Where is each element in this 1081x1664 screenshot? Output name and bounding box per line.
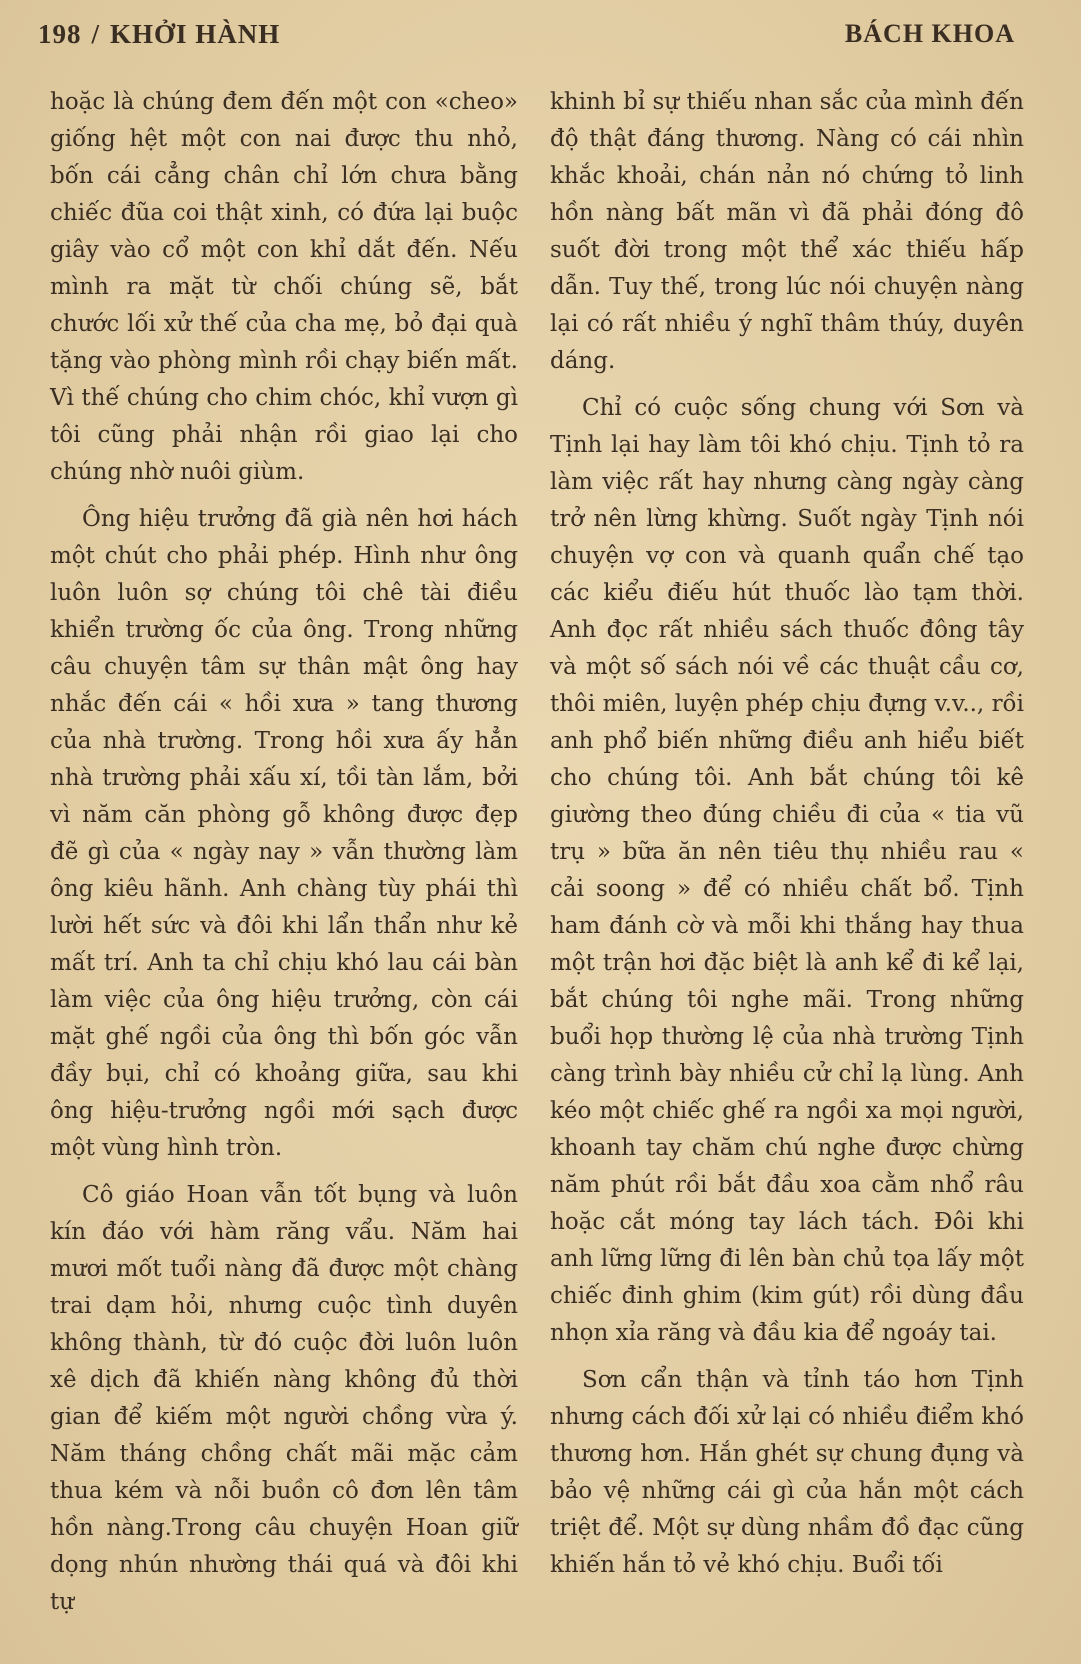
magazine-title: BÁCH KHOA: [844, 19, 1015, 48]
paragraph: Ông hiệu trưởng đã già nên hơi hách một chút cho phải phép. Hình như ông luôn luôn sợ chúng tôi chê tài điều khiển trường ốc của ông. Trong những câu chuyện tâm sự thân mật ông hay nhắc đến cái « hồi xưa » tang thương của nhà trường. Trong hồi xưa ấy hẳn nhà trường phải xấu xí, tồi tàn lắm, bởi vì năm căn phòng gỗ không được đẹp đẽ gì của « ngày nay » vẫn thường làm ông kiêu hãnh. Anh chàng tùy phái thì lười hết sức và đôi khi lẩn thẩn như kẻ mất trí. Anh ta chỉ chịu khó lau cái bàn làm việc của ông hiệu trưởng, còn cái mặt ghế ngồi của ông thì bốn góc vẫn đầy bụi, chỉ có khoảng giữa, sau khi ông hiệu-trưởng ngồi mới sạch được một vùng hình tròn.: [50, 506, 518, 1161]
header-left: [38, 19, 280, 50]
section-title: KHỞI HÀNH: [110, 18, 281, 49]
right-column: [550, 84, 1024, 1584]
left-column: [50, 84, 518, 1621]
page-header: [38, 14, 1015, 54]
paragraph: hoặc là chúng đem đến một con «cheo» giống hệt một con nai được thu nhỏ, bốn cái cẳng chân chỉ lớn chưa bằng chiếc đũa coi thật xinh, có đứa lại buộc giây vào cổ một con khỉ dắt đến. Nếu mình ra mặt từ chối chúng sẽ, bắt chước lối xử thế của cha mẹ, bỏ đại quà tặng vào phòng mình rồi chạy biến mất. Vì thế chúng cho chim chóc, khỉ vượn gì tôi cũng phải nhận rồi giao lại cho chúng nhờ nuôi giùm.: [50, 89, 518, 485]
page-number: 198: [38, 18, 82, 49]
paragraph: Sơn cẩn thận và tỉnh táo hơn Tịnh nhưng cách đối xử lại có nhiều điểm khó thương hơn. Hắn ghét sự chung đụng và bảo vệ những cái gì của hắn một cách triệt để. Một sự dùng nhầm đồ đạc cũng khiến hắn tỏ vẻ khó chịu. Buổi tối: [550, 1367, 1024, 1578]
header-separator: /: [91, 18, 101, 49]
paragraph: Chỉ có cuộc sống chung với Sơn và Tịnh lại hay làm tôi khó chịu. Tịnh tỏ ra làm việc rất hay nhưng càng ngày càng trở nên lừng khừng. Suốt ngày Tịnh nói chuyện vợ con và quanh quẩn chế tạo các kiểu điếu hút thuốc lào tạm thời. Anh đọc rất nhiều sách thuốc đông tây và một số sách nói về các thuật cầu cơ, thôi miên, luyện phép chịu đựng v.v.., rồi anh phổ biến những điều anh hiểu biết cho chúng tôi. Anh bắt chúng tôi kê giường theo đúng chiều đi của « tia vũ trụ » bữa ăn nên tiêu thụ nhiều rau « cải soong » để có nhiều chất bổ. Tịnh ham đánh cờ và mỗi khi thắng hay thua một trận hơi đặc biệt là anh kể đi kể lại, bắt chúng tôi nghe mãi. Trong những buổi họp thường lệ của nhà trường Tịnh càng trình bày nhiều cử chỉ lạ lùng. Anh kéo một chiếc ghế ra ngồi xa mọi người, khoanh tay chăm chú nghe được chừng năm phút rồi bắt đầu xoa cằm nhổ râu hoặc cắt móng tay lách tách. Đôi khi anh lững lững đi lên bàn chủ tọa lấy một chiếc đinh ghim (kim gút) rồi dùng đầu nhọn xỉa răng và đầu kia để ngoáy tai.: [550, 395, 1024, 1346]
paragraph: Cô giáo Hoan vẫn tốt bụng và luôn kín đáo với hàm răng vẩu. Năm hai mươi mốt tuổi nàng đã được một chàng trai dạm hỏi, nhưng cuộc tình duyên không thành, từ đó cuộc đời luôn luôn xê dịch đã khiến nàng không đủ thời gian để kiếm một người chồng vừa ý. Năm tháng chồng chất mãi mặc cảm thua kém và nỗi buồn cô đơn lên tâm hồn nàng.Trong câu chuyện Hoan giữ dọng nhún nhường thái quá và đôi khi tự: [50, 1182, 518, 1615]
paragraph: khinh bỉ sự thiếu nhan sắc của mình đến độ thật đáng thương. Nàng có cái nhìn khắc khoải, chán nản nó chứng tỏ linh hồn nàng bất mãn vì đã phải đóng đô suốt đời trong một thể xác thiếu hấp dẫn. Tuy thế, trong lúc nói chuyện nàng lại có rất nhiều ý nghĩ thâm thúy, duyên dáng.: [550, 89, 1024, 374]
